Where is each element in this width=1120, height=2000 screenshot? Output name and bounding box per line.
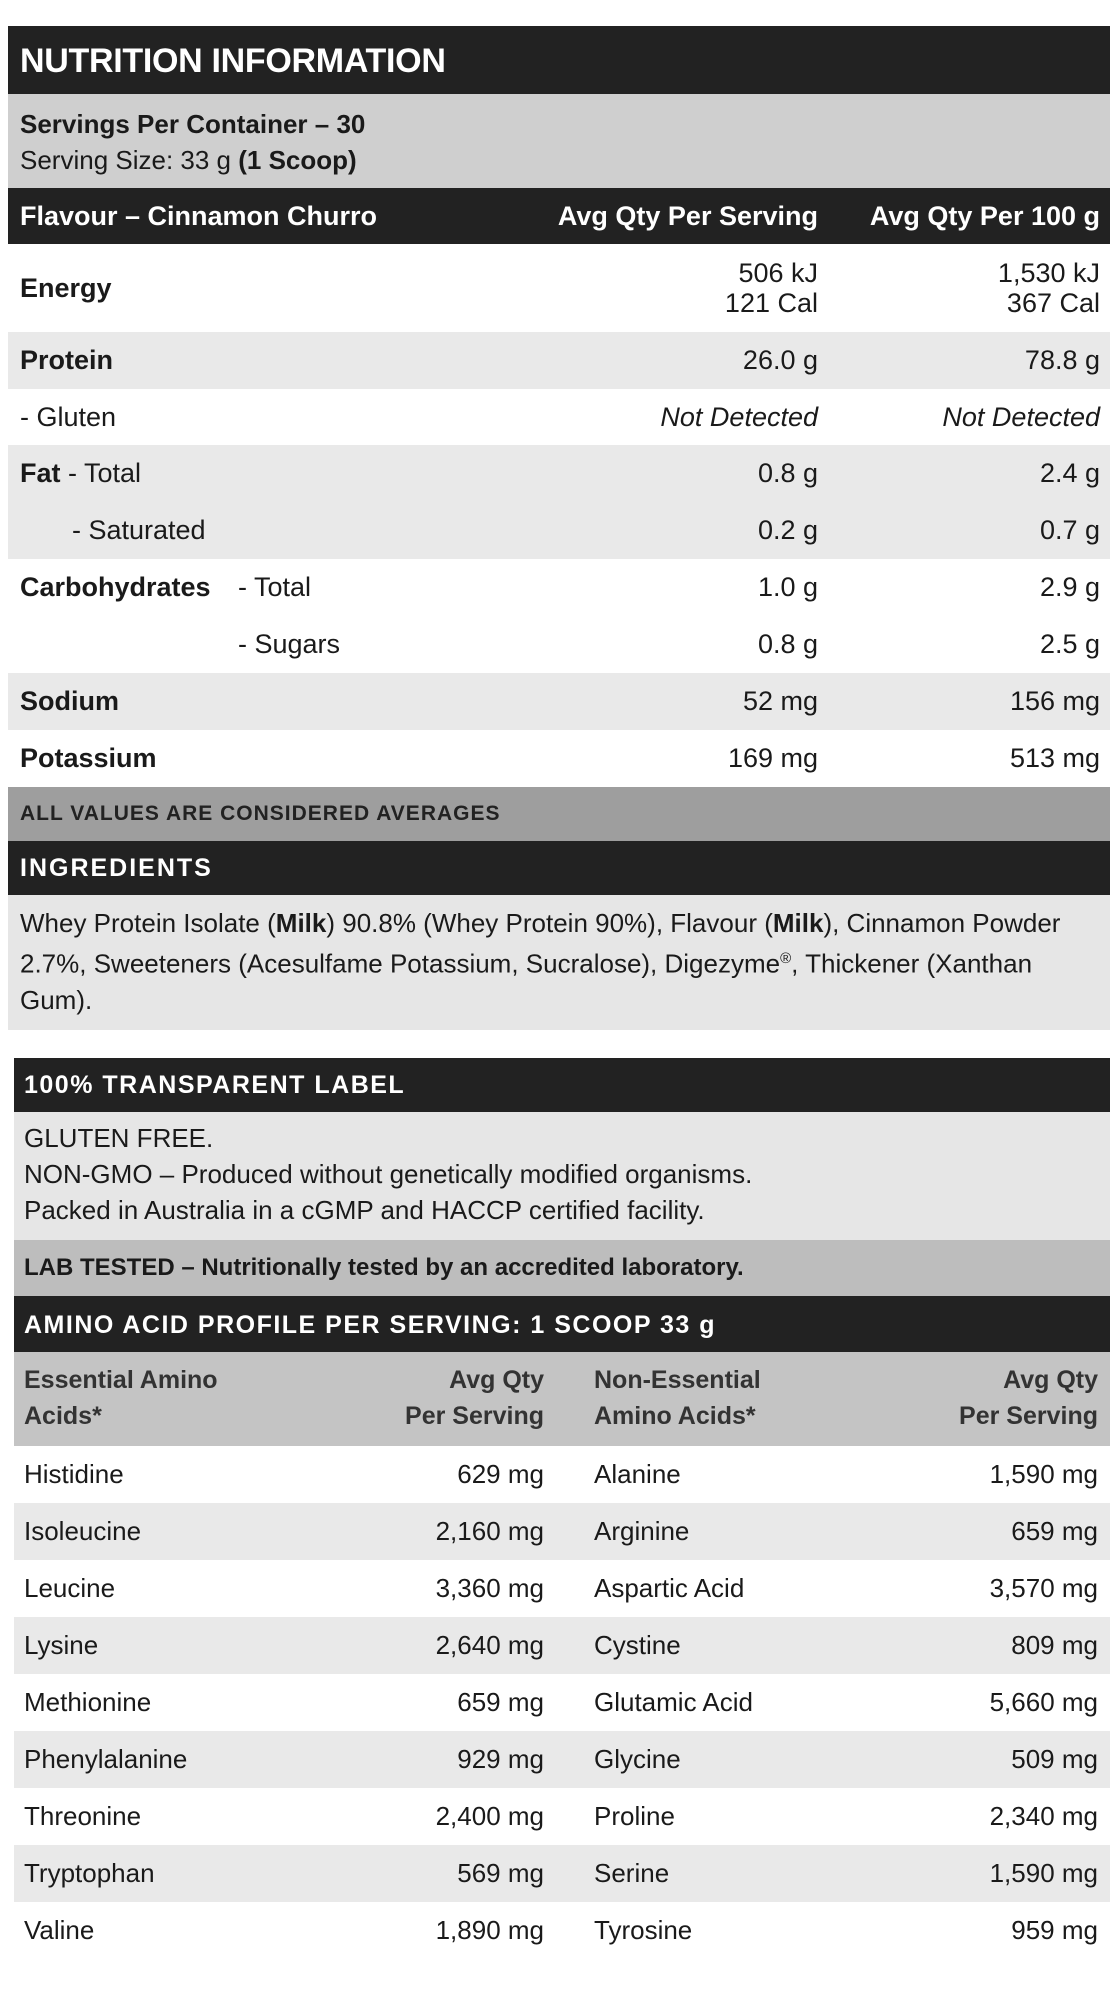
nutrient-name: [8, 572, 488, 603]
nutrient-serv: 1.0 g: [757, 572, 818, 602]
nutrient-row-fat-total: [8, 445, 1110, 502]
non-gmo-line: NON-GMO – Produced without genetically modified organisms.: [24, 1159, 753, 1189]
ingredients-part: ) 90.8% (Whey Protein 90%), Flavour (: [326, 908, 773, 938]
averages-note: ALL VALUES ARE CONSIDERED AVERAGES: [8, 787, 1110, 841]
amino-row: [14, 1845, 1110, 1902]
nutrient-serv: 0.2 g: [757, 515, 818, 545]
nutrient-row-sodium: [8, 673, 1110, 730]
registered-mark: ®: [780, 950, 792, 967]
per-100g-header: Avg Qty Per 100 g: [869, 200, 1100, 231]
allergen-milk: Milk: [275, 908, 327, 938]
flavour-header: Flavour – Cinnamon Churro: [20, 200, 378, 231]
nutrient-name: Potassium: [20, 743, 157, 773]
qty-header-line: Avg Qty: [1003, 1366, 1098, 1394]
serving-size-scoop: (1 Scoop): [238, 145, 357, 175]
lab-tested: LAB TESTED – Nutritionally tested by an accredited laboratory.: [14, 1240, 1110, 1296]
nutrient-row-gluten: [8, 389, 1110, 445]
serving-size-text: Serving Size: 33 g: [20, 145, 239, 175]
energy-100-cal: 367 Cal: [1006, 288, 1100, 318]
non-essential-qty: 959 mg: [1011, 1915, 1098, 1945]
non-essential-qty-header: [874, 1362, 1110, 1446]
carb-label: Carbohydrates: [20, 572, 211, 602]
non-essential-qty: 3,570 mg: [989, 1573, 1098, 1603]
essential-qty: 2,400 mg: [435, 1801, 544, 1831]
nutrient-serv: 52 mg: [742, 686, 818, 716]
amino-row: [14, 1788, 1110, 1845]
essential-qty: 659 mg: [457, 1687, 544, 1717]
nutrient-name: - Gluten: [20, 401, 117, 432]
essential-qty: 929 mg: [457, 1744, 544, 1774]
essential-name: Tryptophan: [24, 1858, 155, 1888]
ingredients-part: , Thickener (Xanthan Gum).: [20, 948, 1033, 1015]
nutrition-column-header: [8, 188, 1110, 244]
servings-per-container: Servings Per Container – 30: [20, 109, 366, 139]
essential-qty: 2,160 mg: [435, 1516, 544, 1546]
qty-header-line: Avg Qty: [449, 1366, 544, 1394]
nutrient-name: [8, 458, 488, 489]
essential-qty: 569 mg: [457, 1858, 544, 1888]
serving-info: [8, 94, 1110, 188]
packed-line: Packed in Australia in a cGMP and HACCP certified facility.: [24, 1195, 705, 1225]
nutrient-per100: [818, 258, 1100, 318]
essential-qty: 1,890 mg: [435, 1915, 544, 1945]
nutrient-per100: 0.7 g: [1039, 515, 1100, 545]
energy-serv-kj: 506 kJ: [738, 258, 818, 288]
non-essential-qty: 5,660 mg: [989, 1687, 1098, 1717]
non-essential-header-line: Non-Essential: [594, 1366, 761, 1394]
nutrient-serv: 26.0 g: [742, 345, 818, 375]
non-essential-name: Arginine: [594, 1516, 690, 1546]
nutrient-row-protein: [8, 332, 1110, 389]
essential-name: Leucine: [24, 1573, 116, 1603]
serving-size: [20, 142, 1098, 178]
nutrient-serv: Not Detected: [660, 401, 818, 432]
essential-header-line: Essential Amino: [24, 1366, 218, 1394]
non-essential-header-line: Amino Acids*: [594, 1402, 756, 1430]
non-essential-qty: 809 mg: [1011, 1630, 1098, 1660]
nutrition-title: NUTRITION INFORMATION: [8, 26, 1110, 94]
non-essential-qty: 2,340 mg: [989, 1801, 1098, 1831]
nutrient-row-carb-sugars: [8, 616, 1110, 673]
nutrient-serv: [488, 258, 818, 318]
qty-header-line: Per Serving: [405, 1402, 544, 1430]
amino-row: [14, 1617, 1110, 1674]
nutrient-per100: 513 mg: [1009, 743, 1100, 773]
transparent-title: 100% TRANSPARENT LABEL: [14, 1058, 1110, 1112]
non-essential-name: Cystine: [594, 1630, 681, 1660]
essential-header: [14, 1362, 344, 1446]
essential-header-line: Acids*: [24, 1402, 102, 1430]
non-essential-qty: 1,590 mg: [989, 1459, 1098, 1489]
energy-serv-cal: 121 Cal: [724, 288, 818, 318]
per-serving-header: Avg Qty Per Serving: [557, 200, 818, 231]
nutrient-per100: 2.5 g: [1039, 629, 1100, 659]
amino-header: [14, 1352, 1110, 1446]
nutrient-row-potassium: [8, 730, 1110, 787]
essential-name: Methionine: [24, 1687, 152, 1717]
nutrient-row-carb-total: [8, 559, 1110, 616]
ingredients-part: ), Cinnamon Powder 2.7%, Sweeteners (Acesulfame Potassium, Sucralose), Digezyme: [20, 908, 1061, 979]
nutrient-name: Sodium: [20, 686, 119, 716]
essential-qty-header: [344, 1362, 544, 1446]
essential-name: Valine: [24, 1915, 95, 1945]
nutrient-row-fat-saturated: [8, 502, 1110, 559]
carb-total-label: - Total: [238, 572, 312, 602]
amino-row: [14, 1503, 1110, 1560]
nutrient-row-energy: [8, 244, 1110, 332]
gluten-free-line: GLUTEN FREE.: [24, 1123, 214, 1153]
amino-row: [14, 1674, 1110, 1731]
amino-title: AMINO ACID PROFILE PER SERVING: 1 SCOOP 33 g: [14, 1296, 1110, 1352]
amino-row: [14, 1902, 1110, 1959]
nutrient-serv: 0.8 g: [757, 629, 818, 659]
ingredients-part: Whey Protein Isolate (: [20, 908, 276, 938]
essential-name: Histidine: [24, 1459, 124, 1489]
amino-row: [14, 1731, 1110, 1788]
qty-header-line: Per Serving: [959, 1402, 1098, 1430]
ingredients-title: INGREDIENTS: [8, 841, 1110, 895]
essential-name: Lysine: [24, 1630, 99, 1660]
energy-100-kj: 1,530 kJ: [997, 258, 1100, 288]
non-essential-name: Glutamic Acid: [594, 1687, 753, 1717]
non-essential-name: Proline: [594, 1801, 675, 1831]
nutrition-panel: [8, 26, 1110, 1030]
amino-row: [14, 1560, 1110, 1617]
non-essential-qty: 659 mg: [1011, 1516, 1098, 1546]
fat-label: Fat: [20, 458, 61, 488]
nutrient-name: Energy: [20, 273, 112, 303]
nutrient-name: - Saturated: [72, 515, 206, 545]
essential-qty: 2,640 mg: [435, 1630, 544, 1660]
nutrient-per100: 78.8 g: [1024, 345, 1100, 375]
non-essential-name: Aspartic Acid: [594, 1573, 745, 1603]
essential-name: Isoleucine: [24, 1516, 142, 1546]
non-essential-name: Alanine: [594, 1459, 681, 1489]
allergen-milk: Milk: [772, 908, 824, 938]
nutrient-per100: 2.4 g: [1039, 458, 1100, 488]
nutrient-per100: 156 mg: [1009, 686, 1100, 716]
non-essential-name: Serine: [594, 1858, 670, 1888]
nutrient-name: - Sugars: [238, 629, 341, 659]
nutrient-serv: 169 mg: [727, 743, 818, 773]
non-essential-header: [544, 1362, 874, 1446]
nutrient-per100: Not Detected: [942, 401, 1100, 432]
transparent-panel: [14, 1058, 1110, 1959]
non-essential-qty: 1,590 mg: [989, 1858, 1098, 1888]
essential-qty: 629 mg: [457, 1459, 544, 1489]
ingredients-text: [8, 895, 1110, 1030]
amino-row: [14, 1446, 1110, 1503]
essential-name: Phenylalanine: [24, 1744, 188, 1774]
essential-name: Threonine: [24, 1801, 142, 1831]
transparent-body: [14, 1112, 1110, 1240]
non-essential-name: Glycine: [594, 1744, 681, 1774]
nutrient-name: Protein: [20, 345, 114, 375]
non-essential-name: Tyrosine: [594, 1915, 693, 1945]
non-essential-qty: 509 mg: [1011, 1744, 1098, 1774]
nutrient-serv: 0.8 g: [757, 458, 818, 488]
essential-qty: 3,360 mg: [435, 1573, 544, 1603]
fat-total-label: - Total: [60, 458, 142, 488]
nutrient-per100: 2.9 g: [1039, 572, 1100, 602]
fat-group: [8, 445, 1110, 559]
